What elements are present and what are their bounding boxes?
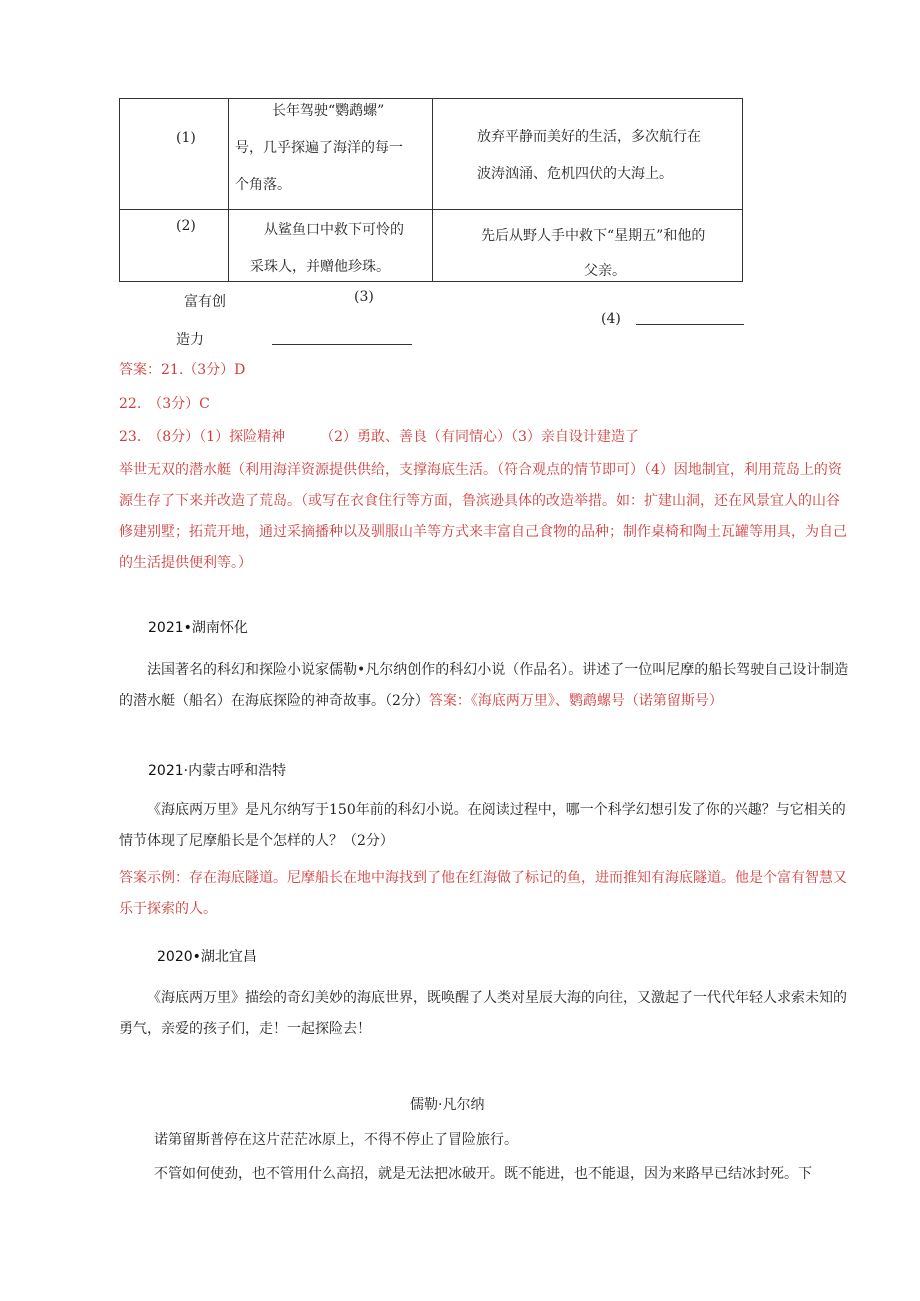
answer-text: 答案示例：存在海底隧道。尼摩船长在地中海找到了他在红海做了标记的鱼，进而推知有海底隧道。他是个富有智慧又乐于探索的人。 bbox=[119, 870, 847, 917]
table-cell-text: 个角落。 bbox=[235, 177, 291, 193]
table-cell-text: 放弃平静而美好的生活，多次航行在 bbox=[477, 129, 701, 145]
section-heading: 2021·内蒙古呼和浩特 bbox=[148, 763, 287, 779]
row-number: (1) bbox=[176, 130, 196, 146]
answer-blank-line bbox=[636, 324, 744, 325]
blank-number: (4) bbox=[601, 311, 621, 327]
answer-23-body: 举世无双的潜水艇（利用海洋资源提供供给，支撑海底生活。（符合观点的情节即可）（4）因地制宜，利用荒岛上的资源生存了下来并改造了荒岛。（或写在衣食住行等方面，鲁滨逊具体的改造举措。如：扩建山洞，还在风景宜人的山谷修建别墅；拓荒开地，通过采摘播种以及驯服山羊等方式来丰富自己食物的品种；制作桌椅和陶土瓦罐等用具，为自己的生活提供便利等。） bbox=[119, 462, 847, 571]
section-text bbox=[119, 655, 849, 717]
section-heading: 2021•湖南怀化 bbox=[148, 620, 248, 636]
passage-paragraph: 诺第留斯普停在这片茫茫冰原上，不得不停止了冒险旅行。 bbox=[154, 1132, 518, 1148]
question-text: 法国著名的科幻和探险小说家儒勒•凡尔纳创作的科幻小说（作品名）。讲述了一位叫尼摩的船长驾驶自己设计制造的潜水艇（船名）在海底探险的神奇故事。（2分） bbox=[119, 662, 849, 709]
table-divider bbox=[432, 99, 433, 281]
table-divider bbox=[228, 99, 229, 281]
intro-text: 《海底两万里》描绘的奇幻美妙的海底世界，既唤醒了人类对星辰大海的向往，又激起了一代代年轻人求索未知的勇气，亲爱的孩子们，走！一起探险去！ bbox=[119, 990, 847, 1037]
question-text: 《海底两万里》是凡尔纳写于150年前的科幻小说。在阅读过程中，哪一个科学幻想引发了你的兴趣？与它相关的情节体现了尼摩船长是个怎样的人？（2分） bbox=[119, 802, 846, 849]
answer-22: 22. （3分）C bbox=[119, 396, 210, 412]
answer-blank-line bbox=[272, 344, 412, 345]
row-number: (2) bbox=[176, 218, 196, 234]
table-cell-text: 父亲。 bbox=[584, 263, 626, 279]
table-cell-text: 从鲨鱼口中救下可怜的 bbox=[264, 222, 404, 238]
passage-paragraph: 不管如何使劲，也不管用什么高招，就是无法把冰破开。既不能进，也不能退，因为来路早已结冰封死。下 bbox=[154, 1166, 812, 1182]
answer-23-head: 23. （8分）（1）探险精神 （2）勇敢、善良（有同情心）（3）亲自设计建造了 bbox=[119, 429, 639, 445]
section-heading: 2020•湖北宜昌 bbox=[157, 949, 257, 965]
answer-21: 答案：21.（3分）D bbox=[119, 362, 246, 378]
blank-number: (3) bbox=[354, 289, 374, 305]
row-label: 造力 bbox=[176, 332, 204, 348]
table-divider bbox=[120, 209, 742, 210]
row-label: 富有创 bbox=[184, 294, 226, 310]
table-cell-text: 采珠人，并赠他珍珠。 bbox=[250, 259, 390, 275]
table-cell-text: 先后从野人手中救下“星期五”和他的 bbox=[481, 228, 706, 244]
table-cell-text: 长年驾驶“鹦鹉螺” bbox=[272, 103, 385, 119]
table-cell-text: 波涛汹涌、危机四伏的大海上。 bbox=[477, 166, 673, 182]
author: 儒勒·凡尔纳 bbox=[410, 1097, 485, 1113]
answer-text: 答案：《海底两万里》、鹦鹉螺号（诺第留斯号） bbox=[428, 693, 723, 709]
table-cell-text: 号，几乎探遍了海洋的每一 bbox=[235, 140, 403, 156]
